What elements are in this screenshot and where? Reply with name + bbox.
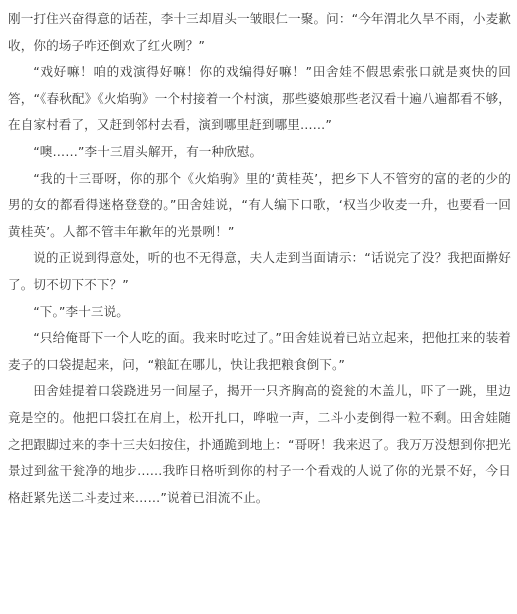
article-body: [8, 6, 511, 511]
paragraph: “戏好嘛！咱的戏演得好嘛！你的戏编得好嘛！”田舍娃不假思索张口就是爽快的回答，“《春秋配》《火焰驹》一个村接着一个村演，那些婆娘那些老汉看十遍八遍都看不够，在自家村看了，又赶到邻村去看，演到哪里赶到哪里……”: [8, 64, 511, 133]
paragraph: “我的十三哥呀，你的那个《火焰驹》里的‘黄桂英’，把乡下人不管穷的富的老的少的男的女的都看得迷格登登的。”田舍娃说，“有人编下口歌，‘权当少收麦一升，也要看一回黄桂英’。人都不管丰年歉年的光景咧！”: [8, 170, 511, 239]
paragraph: 田舍娃提着口袋跷进另一间屋子，揭开一只齐胸高的瓷瓮的木盖儿，吓了一跳，里边竟是空的。他把口袋扛在肩上，松开扎口，哗啦一声，二斗小麦倒得一粒不剩。田舍娃随之把跟脚过来的李十三夫妇按住，扑通跪到地上：“哥呀！我来迟了。我万万没想到你把光景过到盆干瓮净的地步……我昨日格听到你的村子一个看戏的人说了你的光景不好，今日格赶紧先送二斗麦过来……”说着已泪流不止。: [8, 383, 511, 505]
paragraph: 刚一打住兴奋得意的话茬，李十三却眉头一皱眼仁一聚。问：“今年渭北久旱不雨，小麦歉收，你的场子咋还倒欢了红火咧？”: [8, 11, 511, 53]
paragraph: “只给俺哥下一个人吃的面。我来时吃过了。”田舍娃说着已站立起来，把他扛来的装着麦子的口袋提起来，问，“粮缸在哪儿，快让我把粮食倒下。”: [8, 330, 511, 372]
paragraph: 说的正说到得意处，听的也不无得意，夫人走到当面请示：“话说完了没？我把面擀好了。切不切下不下？”: [8, 250, 511, 292]
paragraph: “噢……”李十三眉头解开，有一种欣慰。: [33, 143, 263, 159]
paragraph: “下。”李十三说。: [33, 303, 129, 319]
